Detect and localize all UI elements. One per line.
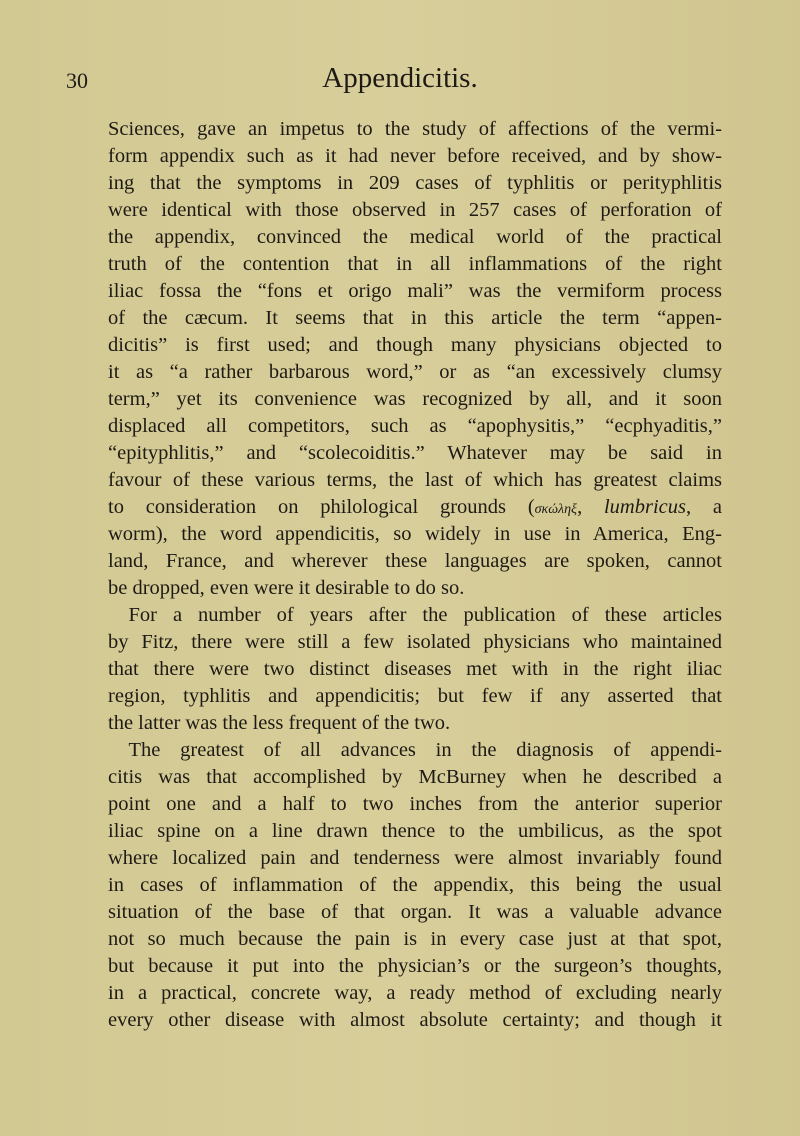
text-line: point one and a half to two inches from the anterior superior — [108, 793, 722, 815]
text-line: that there were two distinct diseases met with in the right iliac — [108, 658, 722, 680]
text-line: by Fitz, there were still a few isolated physicians who maintained — [108, 631, 722, 653]
text-line: displaced all competitors, such as “apophysitis,” “ecphyaditis,” — [108, 415, 722, 437]
text-line: “epityphlitis,” and “scolecoiditis.” Whatever may be said in — [108, 442, 722, 464]
text-line: the appendix, convinced the medical world of the practical — [108, 226, 722, 248]
text-line: situation of the base of that organ. It was a valuable advance — [108, 901, 722, 923]
text-line: worm), the word appendicitis, so widely in use in America, Eng- — [108, 523, 722, 545]
text-line: be dropped, even were it desirable to do so. — [108, 577, 465, 599]
text-segment: , a — [685, 496, 722, 518]
greek-word: σκώληξ — [534, 502, 578, 517]
italic-word: lumbricus — [603, 496, 686, 518]
text-line: not so much because the pain is in every case just at that spot, — [108, 928, 722, 950]
text-line: dicitis” is first used; and though many physicians objected to — [108, 334, 722, 356]
text-line: ing that the symptoms in 209 cases of typhlitis or perityphlitis — [108, 172, 722, 194]
text-line: favour of these various terms, the last of which has greatest claims — [108, 469, 722, 491]
running-title: Appendicitis. — [322, 62, 478, 94]
text-line: every other disease with almost absolute certainty; and though it — [108, 1009, 722, 1031]
text-line: but because it put into the physician’s or the surgeon’s thoughts, — [108, 955, 722, 977]
text-line: Sciences, gave an impetus to the study of affections of the vermi- — [108, 118, 722, 140]
text-line: form appendix such as it had never before received, and by show- — [108, 145, 722, 167]
text-line: term,” yet its convenience was recognized by all, and it soon — [108, 388, 722, 410]
text-segment: , — [577, 496, 604, 518]
text-line: where localized pain and tenderness were almost invariably found — [108, 847, 722, 869]
text-segment: to consideration on philological grounds ( — [108, 496, 535, 518]
text-line: in a practical, concrete way, a ready method of excluding nearly — [108, 982, 722, 1004]
text-line: iliac spine on a line drawn thence to the umbilicus, as the spot — [108, 820, 722, 842]
text-line: it as “a rather barbarous word,” or as “an excessively clumsy — [108, 361, 722, 383]
text-line: iliac fossa the “fons et origo mali” was the vermiform process — [108, 280, 722, 302]
body-text — [108, 116, 722, 1034]
text-line: the latter was the less frequent of the two. — [108, 712, 451, 734]
text-line: region, typhlitis and appendicitis; but few if any asserted that — [108, 685, 722, 707]
text-line: land, France, and wherever these languages are spoken, cannot — [108, 550, 722, 572]
text-line: citis was that accomplished by McBurney when he described a — [108, 766, 722, 788]
text-line: of the cæcum. It seems that in this article the term “appen- — [108, 307, 722, 329]
text-line: The greatest of all advances in the diagnosis of appendi- — [108, 739, 722, 761]
text-line: in cases of inflammation of the appendix, this being the usual — [108, 874, 722, 896]
text-line: truth of the contention that in all inflammations of the right — [108, 253, 722, 275]
text-line — [108, 494, 722, 521]
page-number: 30 — [66, 68, 88, 93]
text-line: For a number of years after the publication of these articles — [108, 604, 722, 626]
page-header — [0, 62, 800, 96]
text-line: were identical with those observed in 257 cases of perforation of — [108, 199, 722, 221]
